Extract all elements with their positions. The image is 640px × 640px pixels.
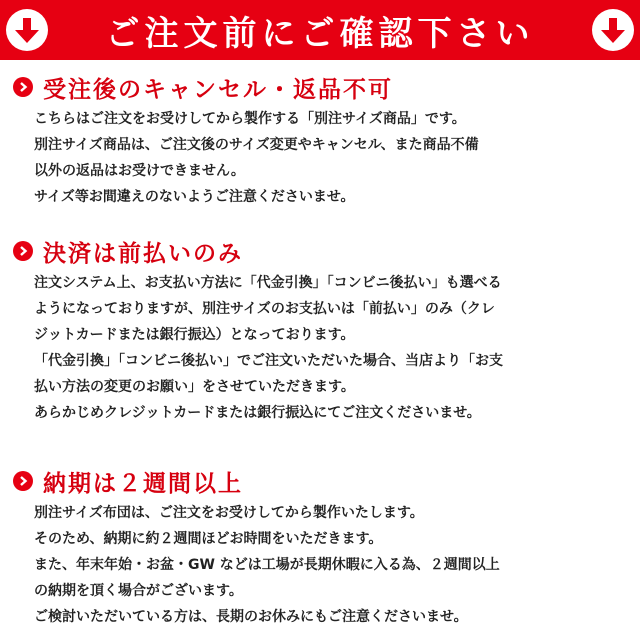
down-arrow-icon [592, 9, 634, 51]
section-heading [0, 466, 640, 496]
body-line: ようになっておりますが、別注サイズのお支払いは「前払い」のみ（クレ [34, 301, 495, 317]
body-line: ご検討いただいている方は、長期のお休みにもご注意くださいませ。 [34, 609, 468, 625]
chevron-right-icon [13, 77, 33, 97]
section-body [34, 500, 640, 630]
section-heading [0, 236, 640, 266]
section-payment [0, 236, 640, 426]
body-line: ジットカードまたは銀行振込）となっております。 [34, 327, 355, 343]
body-line: 払い方法の変更のお願い」をさせていただきます。 [34, 379, 355, 395]
section-heading-text: 決済は前払いのみ [43, 240, 243, 267]
body-line: こちらはご注文をお受けしてから製作する「別注サイズ商品」です。 [34, 111, 466, 127]
body-line: 注文システム上、お支払い方法に「代金引換」「コンビニ後払い」も選べる [34, 275, 502, 291]
banner-title: ご注文前にご確認下さい [105, 13, 535, 54]
section-delivery [0, 466, 640, 630]
down-arrow-icon [6, 9, 48, 51]
body-line: 以外の返品はお受けできません。 [34, 163, 245, 179]
section-heading [0, 72, 640, 102]
body-line: 別注サイズ商品は、ご注文後のサイズ変更やキャンセル、また商品不備 [34, 137, 479, 153]
body-line: あらかじめクレジットカードまたは銀行振込にてご注文くださいませ。 [34, 405, 481, 421]
notice-banner [0, 0, 640, 60]
body-line: そのため、納期に約２週間ほどお時間をいただきます。 [34, 531, 383, 547]
section-body [34, 270, 640, 426]
body-line: また、年末年始・お盆・GW などは工場が長期休暇に入る為、２週間以上 [34, 557, 500, 573]
section-body [34, 106, 640, 210]
chevron-right-icon [13, 241, 33, 261]
body-line: の納期を頂く場合がございます。 [34, 583, 243, 599]
section-heading-text: 納期は２週間以上 [43, 470, 243, 497]
body-line: 別注サイズ布団は、ご注文をお受けしてから製作いたします。 [34, 505, 424, 521]
body-line: 「代金引換」「コンビニ後払い」でご注文いただいた場合、当店より「お支 [34, 353, 503, 369]
section-heading-text: 受注後のキャンセル・返品不可 [43, 76, 393, 103]
section-cancellation [0, 72, 640, 210]
chevron-right-icon [13, 471, 33, 491]
body-line: サイズ等お間違えのないようご注意くださいませ。 [34, 189, 355, 205]
